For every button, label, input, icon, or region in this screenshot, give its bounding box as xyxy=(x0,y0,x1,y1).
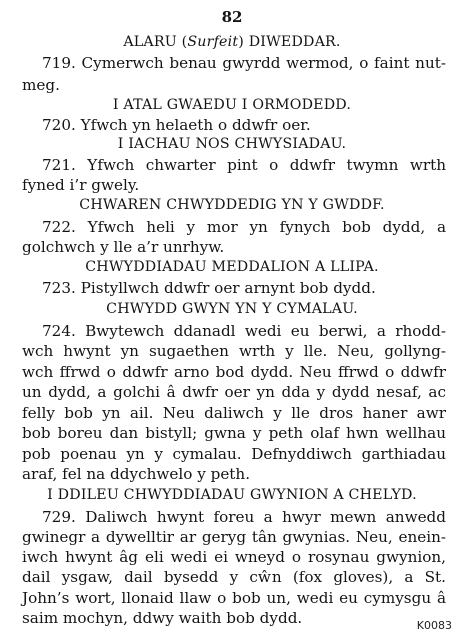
text-line: meg. xyxy=(22,75,60,94)
section-heading: CHWYDDIADAU MEDDALION A LLIPA. xyxy=(85,259,379,276)
text-line: 724. Bwytewch ddanadl wedi eu berwi, a rhodd- xyxy=(42,322,446,340)
text-line: gwinegr a dywelltir ar geryg tân gwynias. Neu, enein- xyxy=(22,527,446,546)
section-heading: CHWAREN CHWYDDEDIG YN Y GWDDF. xyxy=(79,197,385,214)
text-line: pob poenau yn y cymalau. Defnyddiwch garthiadau xyxy=(22,444,446,463)
text-line: 719. Cymerwch benau gwyrdd wermod, o faint nut- xyxy=(42,54,446,73)
text-line: 721. Yfwch chwarter pint o ddwfr twymn wrth xyxy=(42,155,446,174)
text-line: wch hwynt yn sugaethen wrth y lle. Neu, gollyng- xyxy=(22,342,446,361)
text-line: John’s wort, llonaid llaw o bob un, wedi eu cymysgu â xyxy=(22,588,446,607)
section-heading: I IACHAU NOS CHWYSIADAU. xyxy=(117,136,347,153)
text-line: wch ffrwd o ddwfr arno bod dydd. Neu ffrwd o ddwfr xyxy=(22,362,446,381)
section-heading: I DDILEU CHWYDDIADAU GWYNION A CHELYD. xyxy=(47,487,417,504)
section-heading: CHWYDD GWYN YN Y CYMALAU. xyxy=(106,300,358,317)
text-line: bob boreu dan bistyll; gwna y peth olaf hwn wellhau xyxy=(22,424,446,443)
text-line: saim mochyn, ddwy waith bob dydd. xyxy=(22,609,303,627)
text-line: 729. Daliwch hwynt foreu a hwyr mewn anwedd xyxy=(42,507,446,526)
text-line: 723. Pistyllwch ddwfr oer arnynt bob dydd. xyxy=(42,279,376,298)
text-line: felly bob yn ail. Neu daliwch y lle dros haner awr xyxy=(22,404,446,423)
text-line: 720. Yfwch yn helaeth o ddwfr oer. xyxy=(42,116,311,135)
page-number: 82 xyxy=(221,8,243,26)
text-line: fyned i’r gwely. xyxy=(22,176,140,194)
text-line: 722. Yfwch heli y mor yn fynych bob dydd, a xyxy=(42,217,446,236)
text-line: un dydd, a golchi â dwfr oer yn dda y dydd nesaf, ac xyxy=(22,382,446,401)
text-line: iwch hwynt âg eli wedi ei wneyd o rosynau gwynion, xyxy=(22,548,446,567)
section-heading: ALARU (Surfeit) DIWEDDAR. xyxy=(123,34,341,50)
section-heading: I ATAL GWAEDU I ORMODEDD. xyxy=(112,96,352,113)
text-line: araf, fel na ddychwelo y peth. xyxy=(22,465,251,483)
text-line: golchwch y lle a’r unrhyw. xyxy=(22,237,225,256)
text-line: dail ysgaw, dail bysedd y cŵn (fox gloves), a St. xyxy=(22,568,446,587)
catalog-stamp: K0083 xyxy=(416,619,452,632)
